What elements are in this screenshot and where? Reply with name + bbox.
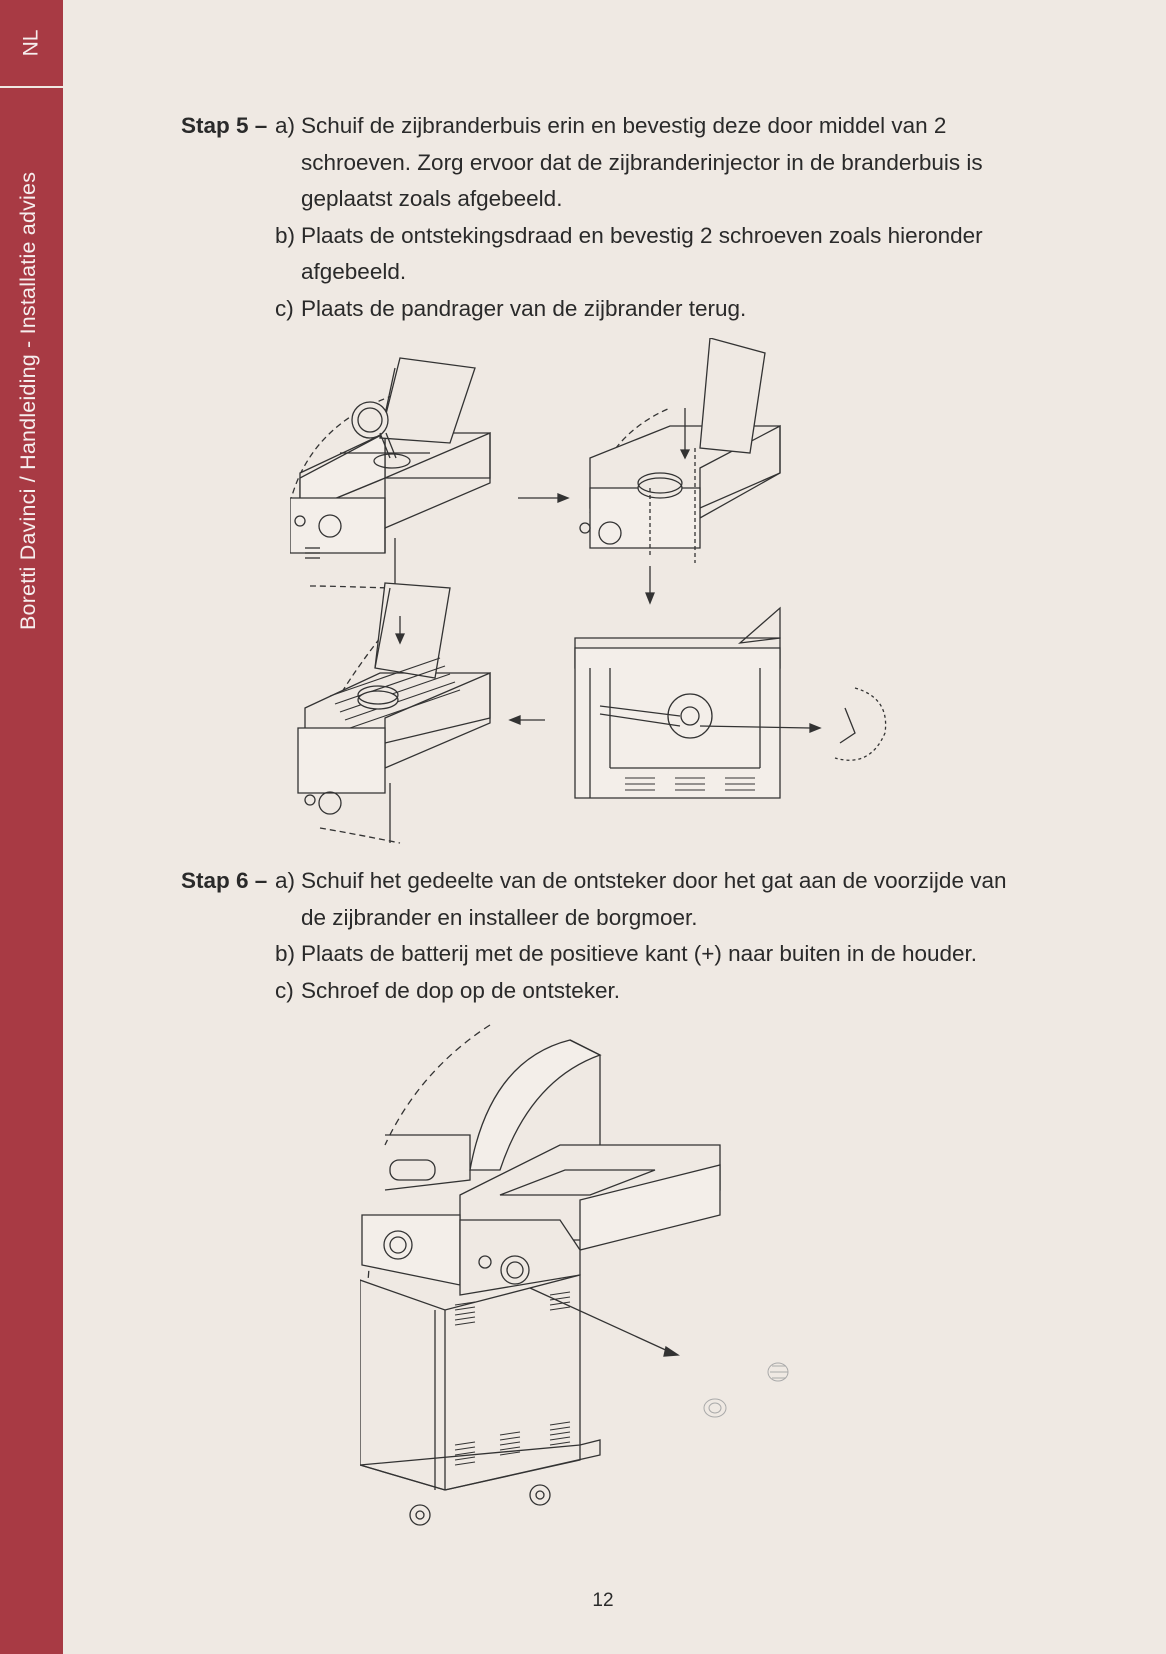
panel-ignition-wire [575,608,886,798]
step-5-illustration [290,338,940,848]
step-6-illustration [360,1020,860,1530]
item-letter: a) [275,113,296,138]
step-item-a [275,863,1007,936]
step-label: Stap 6 – [181,868,268,893]
item-letter: b) [275,941,296,966]
item-line: Plaats de batterij met de positieve kant (+) naar buiten in de houder. [301,941,978,966]
step-item-b [275,936,977,973]
panel-insert-burner-tube [290,358,490,588]
step-label: Stap 5 – [181,113,268,138]
item-letter: b) [275,222,296,248]
item-line: geplaatst zoals afgebeeld. [301,186,563,211]
step-item-b [275,218,983,291]
item-line: Plaats de pandrager van de zijbrander terug. [301,295,747,321]
item-line: Plaats de ontstekingsdraad en bevestig 2 schroeven zoals hieronder [301,222,983,248]
item-line: afgebeeld. [301,259,407,284]
step-item-c [275,973,620,1010]
panel-fix-screws [580,338,780,603]
item-letter: a) [275,868,296,893]
sidebar [0,0,63,1654]
item-line: Schroef de dop op de ontsteker. [301,977,620,1003]
language-label: NL [19,29,43,57]
arrow-left [510,716,545,724]
step-item-c [275,291,746,328]
item-letter: c) [275,977,294,1003]
item-line: de zijbrander en installeer de borgmoer. [301,904,698,930]
step-item-a [275,108,983,218]
arrow-right [518,494,568,502]
panel-replace-pan-support [298,583,490,843]
item-letter: c) [275,295,294,321]
language-tab [0,0,63,88]
item-line: Schuif het gedeelte van de ontsteker door het gat aan de voorzijde van [301,868,1007,893]
manual-title: Boretti Davinci / Handleiding - Installatie advies [16,171,40,630]
item-line: Schuif de zijbranderbuis erin en bevestig deze door middel van 2 [301,113,947,138]
page-number: 12 [592,1590,614,1611]
item-line: schroeven. Zorg ervoor dat de zijbranderinjector in de branderbuis is [301,149,983,175]
